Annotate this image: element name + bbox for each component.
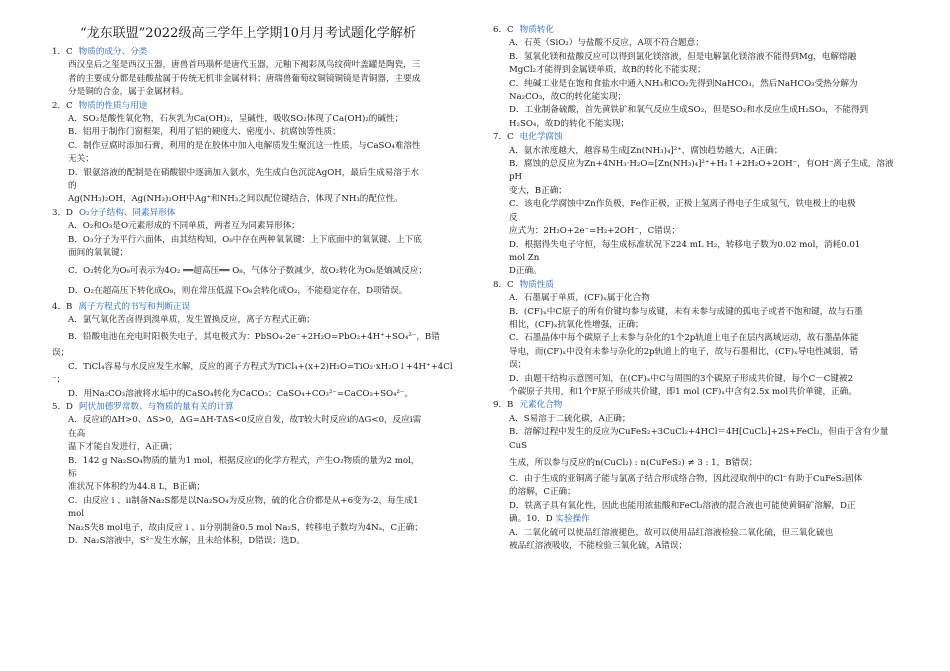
question-topic: 离子方程式的书写和判断正误 <box>78 301 191 312</box>
question-explanation <box>483 24 905 131</box>
explanation-line: A．石墨属于单质，(CF)ₓ属于化合物 <box>509 293 650 304</box>
explanation-line: C．纯碱工业是在饱和食盐水中通入NH₃和CO₂先得到NaHCO₃，然后NaHCO₃受热分解为 <box>509 78 858 89</box>
explanation-line: mol <box>68 509 85 520</box>
left-column <box>42 0 470 548</box>
explanation-line: 导电，而(CF)ₓ中没有未参与杂化的2p轨道上的电子，故与石墨相比，(CF)ₓ导电性减弱，错 <box>509 346 858 357</box>
explanation-line: 误； <box>509 360 527 371</box>
explanation-line: C．TiCl₄容易与水反应发生水解，反应的离子方程式为TiCl₄+(x+2)H₂O=TiO₂·xH₂O↓+4H⁺+4Cl <box>68 361 453 372</box>
explanation-line: D．由题干结构示意图可知，在(CF)ₓ中C与周围的3个碳原子形成共价键，每个C－C键被2 <box>509 373 854 384</box>
explanation-line: D．铁离子具有氧化性，因此也能用浓盐酸和FeCl₃溶液的混合液也可能使黄铜矿溶解，D正 <box>509 500 856 511</box>
question-number-answer: 6．C <box>493 25 514 35</box>
explanation-line: D．根据得失电子守恒，每生成标准状况下224 mL H₂，转移电子数为0.02 mol，消耗0.01 <box>509 239 861 250</box>
question-topic: 物质转化 <box>519 25 555 35</box>
explanation-line: 生成，所以参与反应的n(CuCl₂) : n(CuFeS₂) ≠ 3 : 1，B错误； <box>509 458 758 468</box>
explanation-line: Na₂CO₃，故C的转化能实现； <box>509 92 627 103</box>
question-number-answer: 2．C <box>52 100 73 111</box>
explanation-line: B．铅酸电池在充电时阳极失电子，其电极式为：PbSO₄-2e⁻+2H₂O=PbO₂+4H⁺+SO₄²⁻，B错 <box>68 332 440 343</box>
explanation-line: B．铝用于制作门窗框架，利用了铝的硬度大、密度小、抗腐蚀等性质； <box>68 127 341 138</box>
question-topic: 元素化合物 <box>519 400 563 411</box>
explanation-line: B．腐蚀的总反应为Zn+4NH₃·H₂O=[Zn(NH₃)₄]²⁺+H₂↑+2H₂O+2OH⁻，有OH⁻离子生成，溶液pH <box>509 159 894 183</box>
explanation-line: 应式为：2H₂O+2e⁻=H₂+2OH⁻，C错误； <box>509 226 680 237</box>
explanation-line: C．石墨晶体中每个碳原子上未参与杂化的1个2p轨道上电子在层内离域运动，故石墨晶体能 <box>509 333 859 344</box>
explanation-line: 分是铜的合金，属于金属材料。 <box>68 87 189 98</box>
explanation-line: CuS <box>509 440 527 451</box>
explanation-line: B．142 g Na₂SO₄物质的量为1 mol，根据反应i的化学方程式，产生O₂物质的量为2 mol， <box>68 455 420 466</box>
explanation-line: mol Zn <box>509 252 540 263</box>
question-explanation <box>483 131 905 278</box>
question-explanation <box>483 399 905 553</box>
question-header <box>483 131 905 144</box>
question-explanation <box>42 46 470 100</box>
explanation-line: MgCl₂才能得到金属镁单质，故B的转化不能实现； <box>509 65 706 76</box>
explanation-line: 相比，(CF)ₓ抗氧化性增强，正确； <box>509 319 644 330</box>
explanation-line: C．O₂转化为O₈可表示为4O₂ ══超高压══ O₈，气体分子数减少，故O₂转化为O₈是熵减反应； <box>68 265 427 276</box>
question-number-answer: 3．D <box>52 207 73 218</box>
question-number-answer: 7．C <box>493 132 514 143</box>
explanation-line: A．O₂和O₃是O元素形成的不同单质，两者互为同素异形体； <box>68 221 300 232</box>
question-topic: 物质的性质与用途 <box>78 100 148 111</box>
question-topic: 物质的成分、分类 <box>78 47 148 57</box>
question-header <box>42 301 470 314</box>
explanation-line: 准状况下体积约为44.8 L，B正确； <box>68 482 206 493</box>
explanation-line: C．该电化学腐蚀中Zn作负极，Fe作正极，正极上氢离子得电子生成氢气，铁电极上的电极 <box>509 199 856 210</box>
explanation-line: A．二氧化硫可以使品红溶液褪色，故可以使用品红溶液检验二氧化硫，但三氧化硫也 <box>509 527 834 538</box>
question-number-answer: 8．C <box>493 279 514 290</box>
question-topic: 阿伏加德罗常数、与物质的量有关的计算 <box>78 401 234 412</box>
explanation-line: 西汉皇后之玺是西汉玉器，唐兽首玛瑙杯是唐代玉器，元釉下褐彩凤鸟纹荷叶盖罐是陶瓷，三 <box>68 60 421 71</box>
explanation-line: 者的主要成分都是硅酸盐属于传统无机非金属材料；唐瑞兽葡萄纹铜镜铜镜是青铜器，主要成 <box>68 73 421 84</box>
explanation-line: 无关； <box>68 154 94 165</box>
explanation-line: 个碳原子共用，和1个F原子形成共价键，即1 mol (CF)ₓ中含有2.5x mol共价单键，正确。 <box>509 386 857 397</box>
question-header <box>42 207 470 220</box>
question-header <box>42 46 470 59</box>
question-topic: O₂分子结构、同素异形体 <box>78 207 176 218</box>
question-explanation <box>42 401 470 548</box>
question-header <box>483 399 905 412</box>
question-number-answer: 5．D <box>52 401 73 412</box>
explanation-line: 的溶解，C正确； <box>509 487 576 498</box>
question-number-answer: 9．B <box>493 400 514 411</box>
explanation-line: B．氢氧化镁和盐酸反应可以得到氯化镁溶液，但是电解氯化镁溶液不能得到Mg，电解熔融 <box>509 51 857 62</box>
question-number-answer: 1．C <box>52 47 73 57</box>
explanation-line: C．由反应 i 、ii制备Na₂S都是以Na₂SO₄为反应物，硫的化合价都是从+6变为-2，每生成1 <box>68 495 419 506</box>
explanation-line: B．(CF)ₓ中C原子的所有价键均参与成键，未有未参与成键的孤电子或者不饱和键，故与石墨 <box>509 306 863 317</box>
question-topic: 电化学腐蚀 <box>519 132 563 143</box>
question-number-answer: 4．B <box>52 301 73 312</box>
explanation-line: 被品红溶液吸收，不能检验三氧化硫，A错误； <box>509 541 688 552</box>
explanation-line: C．制作豆腐时添加石膏，利用的是在胶体中加入电解质发生聚沉这一性质，与CaSO₄难溶性 <box>68 140 421 151</box>
question-explanation <box>483 279 905 400</box>
explanation-line: D．O₂在超高压下转化成O₈，则在常压低温下O₈会转化成O₂，不能稳定存在，D项错误。 <box>68 285 408 296</box>
question-explanation <box>42 100 470 207</box>
explanation-line: B．溶解过程中发生的反应为CuFeS₂+3CuCl₂+4HCl＝4H[CuCl₂]+2S+FeCl₂，但由于含有少量 <box>509 427 889 438</box>
page-title: “龙东联盟”2022级高三学年上学期10月月考试题化学解析 <box>80 26 416 41</box>
explanation-line: A．SO₂是酸性氧化物，石灰乳为Ca(OH)₂，呈碱性，吸收SO₂体现了Ca(OH)₂的碱性； <box>68 114 404 125</box>
explanation-line: 的 <box>68 181 77 192</box>
explanation-line: 变大，B正确； <box>509 185 567 196</box>
explanation-line: A．反应i的ΔH>0、ΔS>0，ΔG=ΔH-TΔS<0反应自发，故T较大时反应i的ΔG<0，反应i需 <box>68 415 422 426</box>
explanation-line: A．石英（SiO₂）与盐酸不反应，A项不符合题意； <box>509 38 704 49</box>
question-header <box>42 100 470 113</box>
explanation-line: 确。10．D 实验操作 <box>509 514 590 525</box>
explanation-line: A．氯气氧化苦卤得到溴单质，发生置换反应，离子方程式正确； <box>68 314 315 325</box>
explanation-line: Ag(NH₃)₂OH，Ag(NH₃)₂OH中Ag⁺和NH₃之间以配位键结合，体现了NH₃的配位性。 <box>68 194 403 205</box>
question-header <box>483 279 905 292</box>
question-explanation <box>42 207 470 301</box>
question-header <box>42 401 470 414</box>
explanation-line: 反 <box>509 212 518 223</box>
question-header <box>483 24 905 37</box>
explanation-line: D．工业制备硫酸，首先黄铁矿和氧气反应生成SO₂，但是SO₂和水反应生成H₂SO₃，不能得到 <box>509 105 869 116</box>
question-topic: 物质性质 <box>519 279 555 290</box>
explanation-line: 标 <box>68 468 77 479</box>
explanation-line: Na₂S失8 mol电子，故由反应 i 、ii分别制备0.5 mol Na₂S，转移电子数均为4Nₐ，C正确； <box>68 522 423 533</box>
explanation-line: A．S易溶于二硫化碳，A正确； <box>509 413 631 424</box>
explanation-line: D．用Na₂CO₃溶液将水垢中的CaSO₄转化为CaCO₃：CaSO₄+CO₃²⁻=CaCO₃+SO₄²⁻。 <box>68 388 414 399</box>
explanation-line: A．氨水浓度越大，越容易生成[Zn(NH₃)₄]²⁺，腐蚀趋势越大，A正确； <box>509 145 783 156</box>
explanation-line: H₂SO₄，故D的转化不能实现； <box>509 118 630 129</box>
explanation-line: 在高 <box>68 428 86 439</box>
explanation-line: 温下才能自发进行，A正确； <box>68 442 178 453</box>
explanation-line: B．O₃分子为平行六面体，由其结构知，O₈中存在两种氧氧键：上下底面中的氧氧键、上下底 <box>68 234 422 245</box>
right-column <box>483 24 905 553</box>
explanation-line: D．银氨溶液的配制是在硝酸银中逐滴加入氨水，先生成白色沉淀AgOH，最后生成易溶于水 <box>68 167 420 178</box>
explanation-line: D．Na₂S溶液中，S²⁻发生水解，且未给体积，D错误；选D。 <box>68 536 305 546</box>
question-explanation <box>42 301 470 401</box>
explanation-line: 误； <box>52 348 70 359</box>
explanation-line: D正确。 <box>509 266 542 277</box>
explanation-line: 面间的氧氧键； <box>68 248 129 259</box>
explanation-line: C．由于生成的亚铜离子能与氯离子结合形成络合物，因此浸取剂中的Cl⁻有助于CuFeS₂固体 <box>509 474 863 484</box>
explanation-line: ⁻； <box>52 375 66 386</box>
